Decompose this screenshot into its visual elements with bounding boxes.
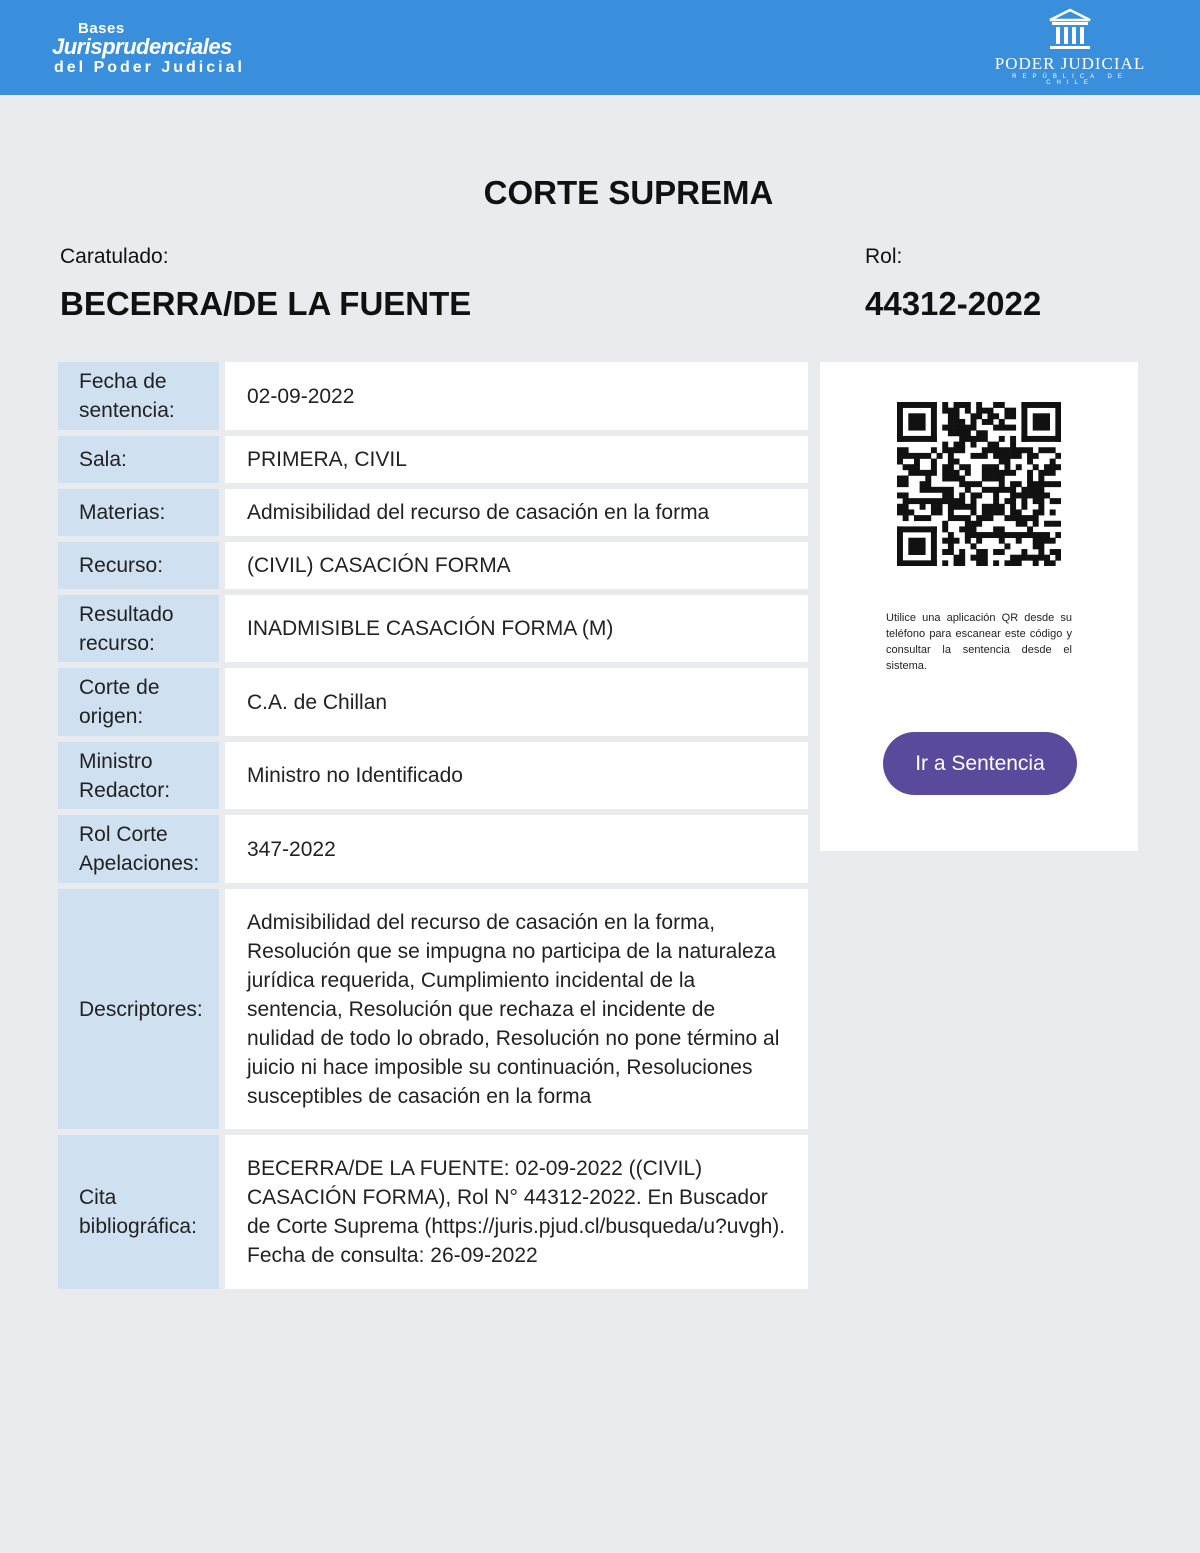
- field-label: Descriptores:: [58, 889, 219, 1129]
- table-row: [58, 668, 808, 736]
- field-label: Recurso:: [58, 542, 219, 589]
- field-value: C.A. de Chillan: [225, 668, 808, 736]
- table-row: [58, 815, 808, 883]
- field-value: Admisibilidad del recurso de casación en la forma, Resolución que se impugna no participa de la naturaleza jurídica requerida, Cumplimiento incidental de la sentencia, Resolución que rechaza el incidente de nulidad de todo lo obrado, Resolución no pone término al juicio ni hace imposible su continuación, Resoluciones susceptibles de casación en la forma: [225, 889, 808, 1129]
- court-title: CORTE SUPREMA: [483, 174, 774, 211]
- poder-judicial-sub: REPÚBLICA DE CHILE: [1012, 74, 1128, 86]
- table-row: [58, 489, 808, 536]
- caratulado-value: BECERRA/DE LA FUENTE: [60, 285, 472, 322]
- table-row: [58, 1135, 808, 1289]
- poder-judicial-name: PODER JUDICIAL: [994, 54, 1146, 73]
- field-value: 347-2022: [225, 815, 808, 883]
- table-row: [58, 436, 808, 483]
- rol-value: 44312-2022: [865, 285, 1042, 322]
- field-value: (CIVIL) CASACIÓN FORMA: [225, 542, 808, 589]
- table-row: [58, 889, 808, 1129]
- ir-a-sentencia-button[interactable]: Ir a Sentencia: [883, 732, 1077, 795]
- field-value: INADMISIBLE CASACIÓN FORMA (M): [225, 595, 808, 662]
- field-label: Sala:: [58, 436, 219, 483]
- field-label: Cita bibliográfica:: [58, 1135, 219, 1289]
- table-row: [58, 362, 808, 430]
- table-row: [58, 542, 808, 589]
- field-label: Ministro Redactor:: [58, 742, 219, 809]
- sentence-details-table: [58, 362, 808, 1295]
- field-value: Admisibilidad del recurso de casación en la forma: [225, 489, 808, 536]
- field-label: Fecha de sentencia:: [58, 362, 219, 430]
- qr-instructions: Utilice una aplicación QR desde su teléfono para escanear este código y consultar la sentencia desde el sistema.: [886, 612, 1072, 672]
- logo-line-1: Bases: [78, 20, 125, 37]
- field-value: Ministro no Identificado: [225, 742, 808, 809]
- field-value: PRIMERA, CIVIL: [225, 436, 808, 483]
- table-row: [58, 742, 808, 809]
- logo-line-2: Jurisprudenciales: [52, 34, 232, 59]
- field-value: 02-09-2022: [225, 362, 808, 430]
- table-row: [58, 595, 808, 662]
- rol-label: Rol:: [865, 245, 903, 268]
- logo-line-3: del Poder Judicial: [54, 59, 245, 76]
- header-bar: [0, 0, 1200, 95]
- courthouse-icon: [1046, 8, 1094, 52]
- caratulado-label: Caratulado:: [60, 245, 169, 268]
- qr-panel: [820, 362, 1138, 851]
- field-label: Corte de origen:: [58, 668, 219, 736]
- poder-judicial-logo[interactable]: [990, 8, 1150, 88]
- qr-code-icon[interactable]: [897, 402, 1061, 566]
- field-label: Rol Corte Apelaciones:: [58, 815, 219, 883]
- field-value: BECERRA/DE LA FUENTE: 02-09-2022 ((CIVIL) CASACIÓN FORMA), Rol N° 44312-2022. En Buscador de Corte Suprema (https://juris.pjud.cl/busqueda/u?uvgh). Fecha de consulta: 26-09-2022: [225, 1135, 808, 1289]
- field-label: Materias:: [58, 489, 219, 536]
- field-label: Resultado recurso:: [58, 595, 219, 662]
